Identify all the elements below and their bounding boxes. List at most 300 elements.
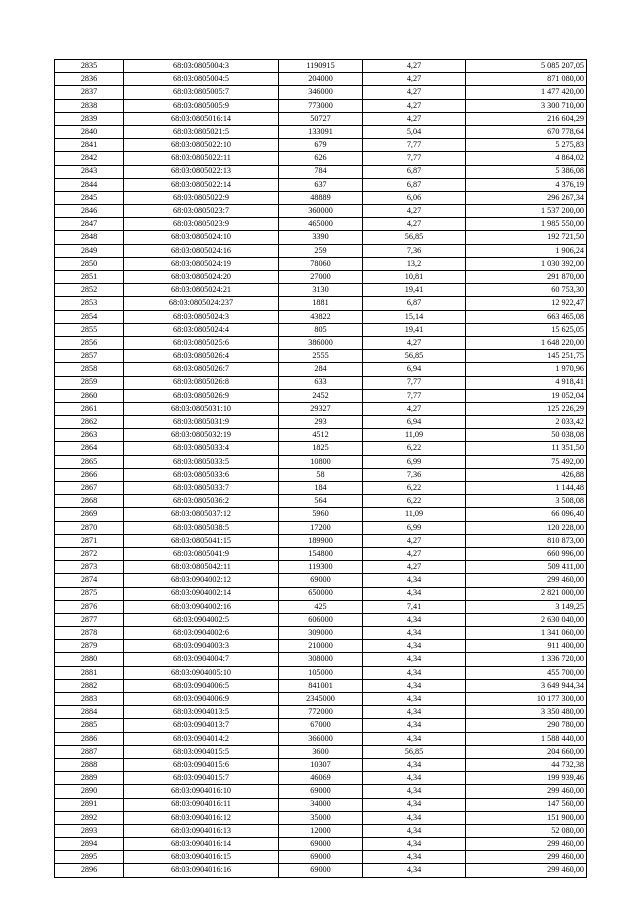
table-row bbox=[55, 139, 587, 152]
value-cell: 1 477 420,00 bbox=[466, 86, 587, 99]
area-cell: 69000 bbox=[279, 574, 363, 587]
value-cell: 810 873,00 bbox=[466, 534, 587, 547]
rate-cell: 6,22 bbox=[363, 495, 466, 508]
table-row bbox=[55, 297, 587, 310]
table-row bbox=[55, 851, 587, 864]
rate-cell: 4,34 bbox=[363, 627, 466, 640]
value-cell: 4 918,41 bbox=[466, 376, 587, 389]
row-number-cell: 2876 bbox=[55, 600, 124, 613]
cadastral-number-cell: 68:03:0805023:9 bbox=[124, 218, 279, 231]
value-cell: 120 228,00 bbox=[466, 521, 587, 534]
row-number-cell: 2835 bbox=[55, 60, 124, 73]
row-number-cell: 2860 bbox=[55, 389, 124, 402]
value-cell: 2 630 040,00 bbox=[466, 613, 587, 626]
row-number-cell: 2836 bbox=[55, 73, 124, 86]
value-cell: 5 085 207,05 bbox=[466, 60, 587, 73]
value-cell: 299 460,00 bbox=[466, 785, 587, 798]
cadastral-number-cell: 68:03:0805024:16 bbox=[124, 244, 279, 257]
cadastral-number-cell: 68:03:0805022:14 bbox=[124, 178, 279, 191]
value-cell: 455 700,00 bbox=[466, 666, 587, 679]
row-number-cell: 2895 bbox=[55, 851, 124, 864]
value-cell: 1 906,24 bbox=[466, 244, 587, 257]
rate-cell: 56,85 bbox=[363, 350, 466, 363]
table-body bbox=[55, 60, 587, 878]
cadastral-number-cell: 68:03:0805024:4 bbox=[124, 323, 279, 336]
cadastral-number-cell: 68:03:0805042:11 bbox=[124, 561, 279, 574]
rate-cell: 11,09 bbox=[363, 429, 466, 442]
cadastral-number-cell: 68:03:0805032:19 bbox=[124, 429, 279, 442]
area-cell: 189900 bbox=[279, 534, 363, 547]
table-row bbox=[55, 284, 587, 297]
cadastral-number-cell: 68:03:0904015:7 bbox=[124, 772, 279, 785]
table-row bbox=[55, 745, 587, 758]
cadastral-value-table bbox=[54, 59, 587, 878]
row-number-cell: 2851 bbox=[55, 271, 124, 284]
cadastral-number-cell: 68:03:0805031:10 bbox=[124, 402, 279, 415]
table-row bbox=[55, 627, 587, 640]
cadastral-number-cell: 68:03:0805033:7 bbox=[124, 482, 279, 495]
cadastral-number-cell: 68:03:0805041:9 bbox=[124, 547, 279, 560]
cadastral-number-cell: 68:03:0805005:7 bbox=[124, 86, 279, 99]
row-number-cell: 2875 bbox=[55, 587, 124, 600]
row-number-cell: 2871 bbox=[55, 534, 124, 547]
row-number-cell: 2861 bbox=[55, 402, 124, 415]
table-row bbox=[55, 785, 587, 798]
row-number-cell: 2869 bbox=[55, 508, 124, 521]
table-row bbox=[55, 257, 587, 270]
table-row bbox=[55, 495, 587, 508]
cadastral-number-cell: 68:03:0805022:11 bbox=[124, 152, 279, 165]
cadastral-number-cell: 68:03:0904013:5 bbox=[124, 706, 279, 719]
area-cell: 69000 bbox=[279, 851, 363, 864]
area-cell: 360000 bbox=[279, 205, 363, 218]
cadastral-number-cell: 68:03:0805016:14 bbox=[124, 112, 279, 125]
table-row bbox=[55, 811, 587, 824]
row-number-cell: 2853 bbox=[55, 297, 124, 310]
rate-cell: 4,34 bbox=[363, 772, 466, 785]
rate-cell: 4,27 bbox=[363, 73, 466, 86]
table-row bbox=[55, 455, 587, 468]
value-cell: 3 508,08 bbox=[466, 495, 587, 508]
value-cell: 2 821 000,00 bbox=[466, 587, 587, 600]
row-number-cell: 2842 bbox=[55, 152, 124, 165]
value-cell: 5 275,83 bbox=[466, 139, 587, 152]
cadastral-number-cell: 68:03:0904002:16 bbox=[124, 600, 279, 613]
area-cell: 1881 bbox=[279, 297, 363, 310]
area-cell: 69000 bbox=[279, 864, 363, 877]
area-cell: 626 bbox=[279, 152, 363, 165]
cadastral-number-cell: 68:03:0805004:3 bbox=[124, 60, 279, 73]
value-cell: 66 096,40 bbox=[466, 508, 587, 521]
value-cell: 1 341 060,00 bbox=[466, 627, 587, 640]
value-cell: 911 400,00 bbox=[466, 640, 587, 653]
cadastral-number-cell: 68:03:0904003:3 bbox=[124, 640, 279, 653]
cadastral-number-cell: 68:03:0904016:15 bbox=[124, 851, 279, 864]
row-number-cell: 2847 bbox=[55, 218, 124, 231]
area-cell: 637 bbox=[279, 178, 363, 191]
rate-cell: 4,34 bbox=[363, 811, 466, 824]
area-cell: 119300 bbox=[279, 561, 363, 574]
row-number-cell: 2838 bbox=[55, 99, 124, 112]
row-number-cell: 2855 bbox=[55, 323, 124, 336]
rate-cell: 56,85 bbox=[363, 745, 466, 758]
cadastral-number-cell: 68:03:0805033:4 bbox=[124, 442, 279, 455]
area-cell: 43822 bbox=[279, 310, 363, 323]
value-cell: 290 780,00 bbox=[466, 719, 587, 732]
table-row bbox=[55, 772, 587, 785]
area-cell: 10307 bbox=[279, 758, 363, 771]
cadastral-number-cell: 68:03:0904006:9 bbox=[124, 693, 279, 706]
rate-cell: 6,87 bbox=[363, 297, 466, 310]
rate-cell: 4,27 bbox=[363, 99, 466, 112]
value-cell: 1 985 550,00 bbox=[466, 218, 587, 231]
rate-cell: 19,41 bbox=[363, 323, 466, 336]
table-row bbox=[55, 653, 587, 666]
table-row bbox=[55, 679, 587, 692]
row-number-cell: 2857 bbox=[55, 350, 124, 363]
row-number-cell: 2887 bbox=[55, 745, 124, 758]
area-cell: 3390 bbox=[279, 231, 363, 244]
area-cell: 3600 bbox=[279, 745, 363, 758]
area-cell: 4512 bbox=[279, 429, 363, 442]
area-cell: 35000 bbox=[279, 811, 363, 824]
table-row bbox=[55, 574, 587, 587]
cadastral-number-cell: 68:03:0805038:5 bbox=[124, 521, 279, 534]
row-number-cell: 2866 bbox=[55, 468, 124, 481]
row-number-cell: 2893 bbox=[55, 824, 124, 837]
rate-cell: 13,2 bbox=[363, 257, 466, 270]
row-number-cell: 2889 bbox=[55, 772, 124, 785]
cadastral-number-cell: 68:03:0805033:5 bbox=[124, 455, 279, 468]
rate-cell: 7,36 bbox=[363, 468, 466, 481]
rate-cell: 7,36 bbox=[363, 244, 466, 257]
area-cell: 133091 bbox=[279, 125, 363, 138]
table-row bbox=[55, 824, 587, 837]
value-cell: 15 625,05 bbox=[466, 323, 587, 336]
value-cell: 2 033,42 bbox=[466, 416, 587, 429]
rate-cell: 11,09 bbox=[363, 508, 466, 521]
table-row bbox=[55, 191, 587, 204]
cadastral-number-cell: 68:03:0805026:8 bbox=[124, 376, 279, 389]
value-cell: 199 939,46 bbox=[466, 772, 587, 785]
area-cell: 633 bbox=[279, 376, 363, 389]
table-row bbox=[55, 732, 587, 745]
rate-cell: 4,34 bbox=[363, 640, 466, 653]
area-cell: 5960 bbox=[279, 508, 363, 521]
table-row bbox=[55, 350, 587, 363]
table-row bbox=[55, 363, 587, 376]
value-cell: 509 411,00 bbox=[466, 561, 587, 574]
table-row bbox=[55, 534, 587, 547]
table-row bbox=[55, 758, 587, 771]
value-cell: 1 588 440,00 bbox=[466, 732, 587, 745]
table-row bbox=[55, 86, 587, 99]
rate-cell: 4,27 bbox=[363, 112, 466, 125]
value-cell: 3 300 710,00 bbox=[466, 99, 587, 112]
cadastral-number-cell: 68:03:0805026:9 bbox=[124, 389, 279, 402]
value-cell: 1 144,48 bbox=[466, 482, 587, 495]
value-cell: 204 660,00 bbox=[466, 745, 587, 758]
rate-cell: 7,77 bbox=[363, 389, 466, 402]
value-cell: 12 922,47 bbox=[466, 297, 587, 310]
row-number-cell: 2863 bbox=[55, 429, 124, 442]
cadastral-number-cell: 68:03:0805005:9 bbox=[124, 99, 279, 112]
area-cell: 805 bbox=[279, 323, 363, 336]
table-row bbox=[55, 706, 587, 719]
rate-cell: 4,34 bbox=[363, 574, 466, 587]
value-cell: 1 970,96 bbox=[466, 363, 587, 376]
table-row bbox=[55, 482, 587, 495]
area-cell: 679 bbox=[279, 139, 363, 152]
cadastral-number-cell: 68:03:0805022:9 bbox=[124, 191, 279, 204]
value-cell: 1 537 200,00 bbox=[466, 205, 587, 218]
area-cell: 784 bbox=[279, 165, 363, 178]
row-number-cell: 2849 bbox=[55, 244, 124, 257]
cadastral-number-cell: 68:03:0904002:5 bbox=[124, 613, 279, 626]
cadastral-number-cell: 68:03:0805025:6 bbox=[124, 336, 279, 349]
value-cell: 871 080,00 bbox=[466, 73, 587, 86]
value-cell: 10 177 300,00 bbox=[466, 693, 587, 706]
table-row bbox=[55, 864, 587, 877]
rate-cell: 4,27 bbox=[363, 336, 466, 349]
value-cell: 296 267,34 bbox=[466, 191, 587, 204]
cadastral-number-cell: 68:03:0805023:7 bbox=[124, 205, 279, 218]
cadastral-number-cell: 68:03:0904016:14 bbox=[124, 838, 279, 851]
area-cell: 465000 bbox=[279, 218, 363, 231]
row-number-cell: 2840 bbox=[55, 125, 124, 138]
value-cell: 670 778,64 bbox=[466, 125, 587, 138]
row-number-cell: 2891 bbox=[55, 798, 124, 811]
area-cell: 564 bbox=[279, 495, 363, 508]
rate-cell: 4,34 bbox=[363, 864, 466, 877]
rate-cell: 4,34 bbox=[363, 679, 466, 692]
cadastral-number-cell: 68:03:0805024:19 bbox=[124, 257, 279, 270]
cadastral-number-cell: 68:03:0805024:237 bbox=[124, 297, 279, 310]
cadastral-number-cell: 68:03:0805024:21 bbox=[124, 284, 279, 297]
area-cell: 650000 bbox=[279, 587, 363, 600]
table-row bbox=[55, 244, 587, 257]
area-cell: 105000 bbox=[279, 666, 363, 679]
rate-cell: 6,94 bbox=[363, 416, 466, 429]
cadastral-number-cell: 68:03:0805031:9 bbox=[124, 416, 279, 429]
table-row bbox=[55, 205, 587, 218]
table-row bbox=[55, 376, 587, 389]
rate-cell: 6,99 bbox=[363, 521, 466, 534]
rate-cell: 7,77 bbox=[363, 376, 466, 389]
area-cell: 46069 bbox=[279, 772, 363, 785]
rate-cell: 56,85 bbox=[363, 231, 466, 244]
cadastral-number-cell: 68:03:0805026:4 bbox=[124, 350, 279, 363]
cadastral-number-cell: 68:03:0904005:10 bbox=[124, 666, 279, 679]
row-number-cell: 2867 bbox=[55, 482, 124, 495]
cadastral-number-cell: 68:03:0904016:11 bbox=[124, 798, 279, 811]
row-number-cell: 2877 bbox=[55, 613, 124, 626]
area-cell: 27000 bbox=[279, 271, 363, 284]
table-row bbox=[55, 231, 587, 244]
table-row bbox=[55, 508, 587, 521]
cadastral-number-cell: 68:03:0904016:12 bbox=[124, 811, 279, 824]
row-number-cell: 2858 bbox=[55, 363, 124, 376]
cadastral-number-cell: 68:03:0805022:13 bbox=[124, 165, 279, 178]
rate-cell: 4,27 bbox=[363, 547, 466, 560]
value-cell: 147 560,00 bbox=[466, 798, 587, 811]
area-cell: 50727 bbox=[279, 112, 363, 125]
rate-cell: 4,34 bbox=[363, 653, 466, 666]
table-row bbox=[55, 416, 587, 429]
row-number-cell: 2856 bbox=[55, 336, 124, 349]
area-cell: 1825 bbox=[279, 442, 363, 455]
table-row bbox=[55, 468, 587, 481]
rate-cell: 6,94 bbox=[363, 363, 466, 376]
row-number-cell: 2843 bbox=[55, 165, 124, 178]
value-cell: 75 492,00 bbox=[466, 455, 587, 468]
value-cell: 3 649 944,34 bbox=[466, 679, 587, 692]
row-number-cell: 2879 bbox=[55, 640, 124, 653]
value-cell: 11 351,50 bbox=[466, 442, 587, 455]
row-number-cell: 2874 bbox=[55, 574, 124, 587]
area-cell: 308000 bbox=[279, 653, 363, 666]
cadastral-number-cell: 68:03:0805024:20 bbox=[124, 271, 279, 284]
rate-cell: 4,34 bbox=[363, 758, 466, 771]
value-cell: 216 604,29 bbox=[466, 112, 587, 125]
rate-cell: 4,27 bbox=[363, 86, 466, 99]
cadastral-number-cell: 68:03:0904016:10 bbox=[124, 785, 279, 798]
value-cell: 50 038,08 bbox=[466, 429, 587, 442]
table-row bbox=[55, 640, 587, 653]
cadastral-number-cell: 68:03:0904004:7 bbox=[124, 653, 279, 666]
rate-cell: 4,34 bbox=[363, 693, 466, 706]
area-cell: 10800 bbox=[279, 455, 363, 468]
table-row bbox=[55, 798, 587, 811]
row-number-cell: 2892 bbox=[55, 811, 124, 824]
area-cell: 309000 bbox=[279, 627, 363, 640]
area-cell: 69000 bbox=[279, 785, 363, 798]
value-cell: 3 149,25 bbox=[466, 600, 587, 613]
rate-cell: 4,27 bbox=[363, 60, 466, 73]
row-number-cell: 2885 bbox=[55, 719, 124, 732]
rate-cell: 4,27 bbox=[363, 561, 466, 574]
rate-cell: 4,27 bbox=[363, 205, 466, 218]
area-cell: 841001 bbox=[279, 679, 363, 692]
area-cell: 2452 bbox=[279, 389, 363, 402]
rate-cell: 6,22 bbox=[363, 442, 466, 455]
row-number-cell: 2845 bbox=[55, 191, 124, 204]
row-number-cell: 2894 bbox=[55, 838, 124, 851]
value-cell: 145 251,75 bbox=[466, 350, 587, 363]
area-cell: 606000 bbox=[279, 613, 363, 626]
row-number-cell: 2844 bbox=[55, 178, 124, 191]
row-number-cell: 2890 bbox=[55, 785, 124, 798]
table-row bbox=[55, 561, 587, 574]
table-row bbox=[55, 547, 587, 560]
area-cell: 366000 bbox=[279, 732, 363, 745]
value-cell: 1 648 220,00 bbox=[466, 336, 587, 349]
row-number-cell: 2846 bbox=[55, 205, 124, 218]
value-cell: 1 336 720,00 bbox=[466, 653, 587, 666]
row-number-cell: 2848 bbox=[55, 231, 124, 244]
cadastral-number-cell: 68:03:0805026:7 bbox=[124, 363, 279, 376]
row-number-cell: 2868 bbox=[55, 495, 124, 508]
rate-cell: 4,34 bbox=[363, 785, 466, 798]
value-cell: 299 460,00 bbox=[466, 574, 587, 587]
row-number-cell: 2852 bbox=[55, 284, 124, 297]
row-number-cell: 2886 bbox=[55, 732, 124, 745]
row-number-cell: 2854 bbox=[55, 310, 124, 323]
area-cell: 210000 bbox=[279, 640, 363, 653]
area-cell: 772000 bbox=[279, 706, 363, 719]
document-page bbox=[54, 59, 586, 878]
row-number-cell: 2873 bbox=[55, 561, 124, 574]
value-cell: 663 465,08 bbox=[466, 310, 587, 323]
row-number-cell: 2864 bbox=[55, 442, 124, 455]
area-cell: 29327 bbox=[279, 402, 363, 415]
row-number-cell: 2839 bbox=[55, 112, 124, 125]
cadastral-number-cell: 68:03:0805024:3 bbox=[124, 310, 279, 323]
table-row bbox=[55, 310, 587, 323]
area-cell: 78060 bbox=[279, 257, 363, 270]
cadastral-number-cell: 68:03:0904014:2 bbox=[124, 732, 279, 745]
table-row bbox=[55, 60, 587, 73]
rate-cell: 19,41 bbox=[363, 284, 466, 297]
value-cell: 1 030 392,00 bbox=[466, 257, 587, 270]
value-cell: 426,88 bbox=[466, 468, 587, 481]
area-cell: 425 bbox=[279, 600, 363, 613]
rate-cell: 4,34 bbox=[363, 613, 466, 626]
area-cell: 773000 bbox=[279, 99, 363, 112]
area-cell: 1190915 bbox=[279, 60, 363, 73]
cadastral-number-cell: 68:03:0805037:12 bbox=[124, 508, 279, 521]
table-row bbox=[55, 666, 587, 679]
rate-cell: 4,27 bbox=[363, 534, 466, 547]
rate-cell: 4,34 bbox=[363, 732, 466, 745]
cadastral-number-cell: 68:03:0805024:10 bbox=[124, 231, 279, 244]
rate-cell: 7,77 bbox=[363, 152, 466, 165]
rate-cell: 6,99 bbox=[363, 455, 466, 468]
area-cell: 2555 bbox=[279, 350, 363, 363]
rate-cell: 6,06 bbox=[363, 191, 466, 204]
rate-cell: 15,14 bbox=[363, 310, 466, 323]
row-number-cell: 2865 bbox=[55, 455, 124, 468]
table-row bbox=[55, 336, 587, 349]
rate-cell: 4,34 bbox=[363, 824, 466, 837]
row-number-cell: 2880 bbox=[55, 653, 124, 666]
value-cell: 4 376,19 bbox=[466, 178, 587, 191]
area-cell: 259 bbox=[279, 244, 363, 257]
cadastral-number-cell: 68:03:0904013:7 bbox=[124, 719, 279, 732]
table-row bbox=[55, 165, 587, 178]
value-cell: 125 226,29 bbox=[466, 402, 587, 415]
row-number-cell: 2881 bbox=[55, 666, 124, 679]
area-cell: 67000 bbox=[279, 719, 363, 732]
cadastral-number-cell: 68:03:0904002:14 bbox=[124, 587, 279, 600]
area-cell: 154800 bbox=[279, 547, 363, 560]
table-row bbox=[55, 99, 587, 112]
row-number-cell: 2882 bbox=[55, 679, 124, 692]
cadastral-number-cell: 68:03:0904015:6 bbox=[124, 758, 279, 771]
row-number-cell: 2884 bbox=[55, 706, 124, 719]
rate-cell: 4,34 bbox=[363, 666, 466, 679]
rate-cell: 7,77 bbox=[363, 139, 466, 152]
area-cell: 346000 bbox=[279, 86, 363, 99]
row-number-cell: 2888 bbox=[55, 758, 124, 771]
area-cell: 293 bbox=[279, 416, 363, 429]
cadastral-number-cell: 68:03:0805021:5 bbox=[124, 125, 279, 138]
row-number-cell: 2883 bbox=[55, 693, 124, 706]
table-row bbox=[55, 613, 587, 626]
area-cell: 17200 bbox=[279, 521, 363, 534]
table-row bbox=[55, 838, 587, 851]
table-row bbox=[55, 218, 587, 231]
